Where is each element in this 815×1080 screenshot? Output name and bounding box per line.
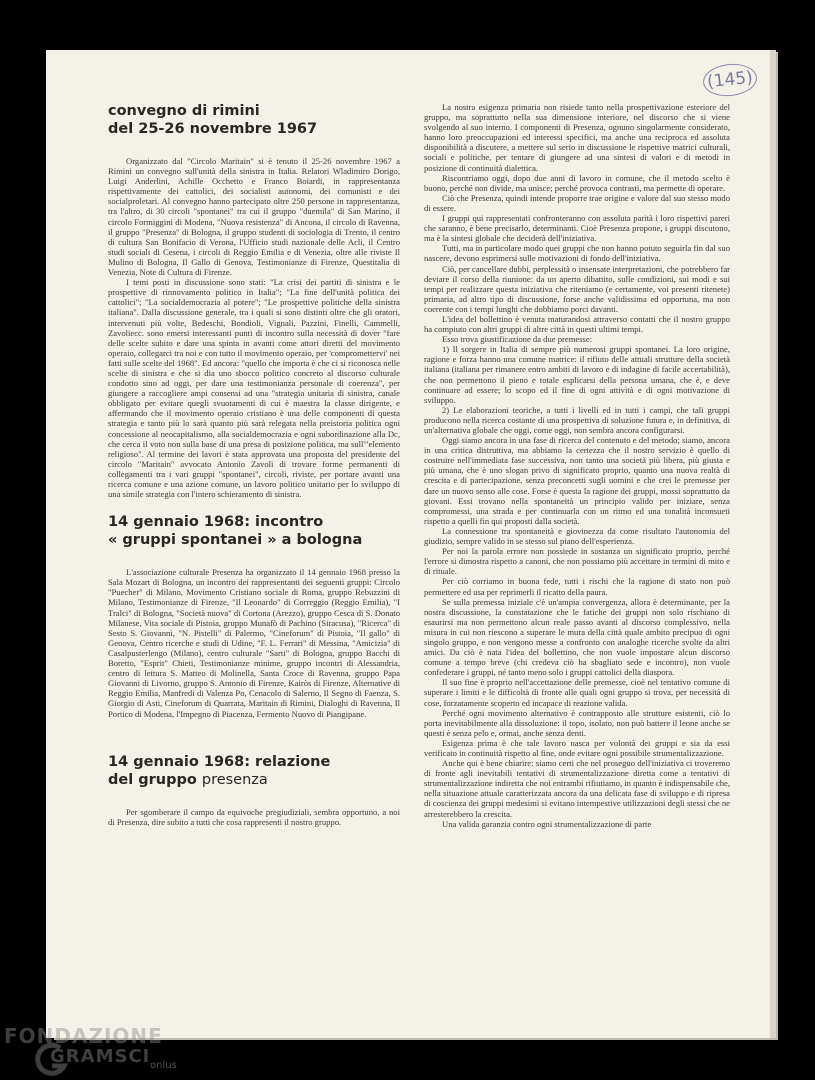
paragraph: 1) Il sorgere in Italia di sempre più numerosi gruppi spontanei. La loro origine, ragione e forza hanno una comune matrice: il rifiuto delle attuali strutture della società italiana (italiana per rimanere entro ambiti di lavoro e di indagine di facile accertabilità), che non permettono il pieno e totale esplicarsi della persona umana, che è, e deve continuare ad essere; lo scopo ed il fine di ogni attività e di ogni motivazione di sviluppo. bbox=[424, 344, 730, 405]
paragraph: L'associazione culturale Presenza ha organizzato il 14 gennaio 1968 presso la Sala Mozart di Bologna, un incontro dei rappresentanti dei seguenti gruppi: Circolo "Puecher" di Milano, Movimento Cristiano sociale di Roma, gruppo Rebuzzini di Milano, Testimonianze di Firenze, "Il Leonardo" di Correggio (Reggio Emilia), "I Tralci" di Bologna, "Società nuova" di Cortona (Arezzo), gruppo Cesca di S. Donato Milanese, Vita sociale di Pistoia, gruppo Munafò di Pachino (Siracusa), "Ricerca" di Sesto S. Giovanni, "N. Pistelli" di Palermo, "Cineforum" di Pistoia, "Il gallo" di Genova, Centro ricerche e studi di Udine, "F. L. Ferrari" di Messina, "Amicizia" di Casalpusterlengo (Milano), centro culturale "Sarti" di Bologna, gruppo Bacchi di Boretto, "Esprit" Chieti, Testimonianze minime, gruppo incontri di Alessandria, centro di lettura S. Matteo di Molinella, Santa Croce di Ravenna, gruppo Papa Giovanni di Livorno, gruppo S. Antonio di Firenze, Kairòs di Firenze, Alternative di Reggio Emilia, Manfredi di Valenza Po, Cenacolo di Salerno, Il Segno di Faenza, S. Giorgio di Asti, Cineforum di Quarrata, Maritain di Rimini, Dialoghi di Ravenna, Il Portico di Modena, l'Impegno di Piacenza, Fermento Nuovo di Piangipane. bbox=[108, 567, 400, 719]
paragraph: Il suo fine è proprio nell'accettazione delle premesse, cioè nel tentativo comune di superare i limiti e le difficoltà di fronte alle quali ogni gruppo si trova, per necessità di cose, forzatamente scoperto ed incapace di reazione valida. bbox=[424, 677, 730, 708]
paragraph: Anche qui è bene chiarire: siamo certi che nel proseguo dell'iniziativa ci troveremo di fronte agli inevitabili tentativi di strumentalizzazione diretta come a tentativi di strumentalizzazione indiretta che noi entrambi rifiutiamo, in quanto è indispensabile che, nella situazione attuale caratterizzata ancora da una delicata fase di sviluppo e di ripresa di coscienza dei gruppi medesimi si evitano intempestive utilizzazioni degli stessi che ne arresterebbero la crescita. bbox=[424, 758, 730, 819]
paragraph: Riscontriamo oggi, dopo due anni di lavoro in comune, che il metodo scelto è buono, perché non divide, ma unisce; perché provoca contrasti, ma permette di operare. bbox=[424, 172, 730, 193]
paragraph: Per noi la parola errore non possiede in sostanza un significato proprio, perché l'errore si dimostra rispetto a canoni, che non possiamo più accettare in termini di mito e di rituale. bbox=[424, 546, 730, 577]
paragraph: Perché ogni movimento alternativo è contrapposto alle strutture esistenti, ciò lo porta inevitabilmente alla dissoluzione: il topo, isolato, non può battere il leone anche se questi è senza pelo e, ormai, anche senza denti. bbox=[424, 707, 730, 738]
paragraph: Organizzato dal "Circolo Maritain" si è tenuto il 25-26 novembre 1967 a Rimini un convegno sull'unità della sinistra in Italia. Relatori Wladimiro Dorigo, Luigi Anderlini, Achille Occhetto e Franco Boiardi, in rappresentanza rispettivamente dei cattolici, dei socialisti autonomi, dei comunisti e dei socialproletari. Al convegno hanno partecipato oltre 250 persone in rappresentanza, tra l'altro, di 30 circoli "spontanei" tra cui il gruppo "duemila" di San Marino, il circolo Formiggini di Modena, "Nuova resistenza" di Ancona, il circolo di Ravenna, il gruppo "Presenza" di Bologna, il gruppo studenti di sociologia di Trento, il centro di cultura San Bonifacio di Verona, l'Ufficio studi nazionale delle Acli, il Centro studi sociali di Cesena, i circoli di Reggio Emilia e di Venezia, oltre alle riviste Il Mulino di Bologna, Il Gallo di Genova, Testimonianze di Firenze, Questitalia di Venezia, Note di Cultura di Firenze. bbox=[108, 156, 400, 278]
paragraph: Ciò, per cancellare dubbi, perplessità o insensate interpretazioni, che potrebbero far deviare il corso della riunione: da un aperto dibattito, sulle condizioni, sui modi e sui tempi per realizzare questa iniziativa che riteniamo (e certamente, voi presenti ritenete) primaria, ad altro tipo di discussione, forse anche validissima ed opportuna, ma non coerente con i tempi lunghi che dobbiamo porci davanti. bbox=[424, 263, 730, 314]
paragraph: Tutti, ma in particolare modo quei gruppi che non hanno potuto seguirla fin dal suo nascere, devono esprimersi sulle motivazioni di fondo dell'iniziativa. bbox=[424, 243, 730, 264]
right-column bbox=[424, 102, 730, 829]
paragraph: I temi posti in discussione sono stati: "La crisi dei partiti di sinistra e le prospettive di rinnovamento politico in Italia"; "La fine dell'unità politica dei cattolici"; "La socialdemocrazia al potere"; "Le prospettive politiche della sinistra italiana". Dalla discussione generale, tra i quali si sono distinti oltre che gli oratori, intervenuti più volte, Bedeschi, Bondioli, Vignali, Pazzini, Finelli, Cammelli, Zavoliecc. sono emersi interessanti punti di incontro sulla necessità di dover "fare delle scelte subito e dare una spinta in avanti come attori diretti del movimento operaio, collegarci tra noi e con tutto il movimento operaio, per 'compromettervi' nei fatti sulle scelte del 1968". Ed ancora: "quello che importa è che ci si riconosca nelle scelte di sinistra e che si dia uno sbocco politico concreto al discorso culturale condotto sino ad oggi, per dare una testimonianza personale di coerenza", per giungere a raccogliere ampi consensi ad una "strategia unitaria di sinistra, canale obbligato per evitare quegli svuotamenti di cui è maestra la classe dirigente, e affermando che il movimento operaio cristiano è una delle componenti di questa strategia e tanto più lo sarà quanto più sarà relegata nella preistoria politica ogni concessione al neocapitalismo, alla socialdemocrazia e ogni subordinazione alla Dc, che cerca il voto non sulla base di una presa di posizione politica, ma sull'"elemento religioso". Al termine dei lavori è stata approvata una proposta del presidente del circolo "Maritain" avvocato Antonio Zavoli di trovare forme permanenti di collegamenti tra i vari gruppi "spontanei", circoli, riviste, per portare avanti una ricerca comune e una azione comune, un lavoro politico unitario per lo sviluppo di una simile strategia con l'intero schieramento di sinistra. bbox=[108, 277, 400, 500]
handwritten-page-number: (145) bbox=[701, 61, 758, 98]
paragraph: Oggi siamo ancora in una fase di ricerca del contenuto e del metodo; siamo, ancora in una critica distruttiva, ma abbiamo la certezza che il nostro servizio è quello di costruire nell'immediata fase successiva, non tanto una società più libera, più giusta e più umana, che è uno slogan privo di significato proprio, quanto una nuova realtà di crescita e di partecipazione, senza preconcetti sugli uomini e che crei le premesse per dare un nuovo senso alle cose. Forse è questa la ragione dei gruppi, mossi soprattutto da giovani. Essi trovano nella spontaneità un principio valido per iniziare, senza compromessi, una strada e per continuarla con un ritmo ed una tonalità inconsueti rispetto a quelli fin qui proposti dalla società. bbox=[424, 435, 730, 526]
paragraph: L'idea del bollettino è venuta maturandosi attraverso contatti che il nostro gruppo ha compiuto con altri gruppi di altre città in questi ultimi tempi. bbox=[424, 313, 730, 335]
watermark-onlus: onlus bbox=[150, 1060, 177, 1071]
paragraph: Se sulla premessa iniziale c'è un'ampia convergenza, allora è determinante, per la nostra discussione, la constatazione che le fatiche dei gruppi non solo rischiano di esaurirsi ma non permettono alcun reale passo avanti al discorso complessivo, nella misura in cui non riescono a superare le mura della città quale ambito precipuo di ogni singolo gruppo, e non vengono messe a confronto con analoghe ricerche svolte da altri amici. Da ciò è nata l'idea del bollettino, che non vuole impostare alcun discorso comune a tempo breve (chi credeva ciò ha sbagliato sede e incontro), non vuole confederare i gruppi, né tanto meno solo i gruppi cattolici della diaspora. bbox=[424, 596, 730, 678]
paragraph: Per sgomberare il campo da equivoche pregiudiziali, sembra opportuno, a noi di Presenza, dire subito a tutti che cosa rappresenti il nostro gruppo. bbox=[108, 806, 400, 827]
paragraph: 2) Le elaborazioni teoriche, a tutti i livelli ed in tutti i campi, che tali gruppi producono nella ricerca costante di una prospettiva di soluzione futura e, in definitiva, di un'alternativa globale che oggi, come oggi, non sembra ancora configurarsi. bbox=[424, 404, 730, 435]
paragraph: Esso trova giustificazione da due premesse: bbox=[442, 334, 593, 345]
watermark-fondazione: FONDAZIONE bbox=[4, 1024, 163, 1048]
document-page bbox=[46, 50, 770, 1038]
paragraph: Ciò che Presenza, quindi intende proporre trae origine e valore dal suo stesso modo di essere. bbox=[424, 192, 730, 213]
heading-convegno-rimini: convegno di rimini del 25-26 novembre 1967 bbox=[108, 103, 318, 137]
paragraph: Esigenza prima è che tale lavoro nasca per volontà dei gruppi e sia da essi verificato in continuità rispetto al fine, onde evitare ogni possibile strumentalizzazione. bbox=[424, 737, 730, 758]
left-column bbox=[108, 102, 400, 827]
paragraph: Per ciò corriamo in buona fede, tutti i rischi che la ragione di stato non può permettere ed usa per reprimerli il ricatto della paura. bbox=[424, 576, 730, 597]
paragraph: I gruppi qui rappresentati confronteranno con assoluta parità i loro rispettivi pareri che saranno, è bene precisarlo, determinanti. Cioè Presenza propone, i gruppi discutono, ma è la sintesi globale che deciderà dell'iniziativa. bbox=[424, 213, 730, 244]
watermark-gramsci: GRAMSCI bbox=[50, 1046, 151, 1067]
paragraph: La nostra esigenza primaria non risiede tanto nella prospettivazione esteriore del gruppo, ma soprattutto nella sua dimensione interiore, nel discorso che si viene svolgendo al suo interno. I componenti di Presenza, ognuno singolarmente considerato, hanno loro preoccupazioni ed interessi specifici, ma anche una reciproca ed assoluta disponibilità a discutere, a mettere sul serio in discussione le rispettive matrici culturali, sociali e politiche, per tentare di giungere ad una sintesi di valori e di metodi in posizione di continuità dialettica. bbox=[424, 102, 730, 173]
heading-incontro-gruppi: 14 gennaio 1968: incontro « gruppi spontanei » a bologna bbox=[108, 514, 363, 549]
heading-relazione-presenza: 14 gennaio 1968: relazione del gruppo presenza bbox=[108, 753, 331, 788]
paragraph: Una valida garanzia contro ogni strumentalizzazione di parte bbox=[442, 818, 652, 829]
paragraph: La connessione tra spontaneità e giovinezza da come risultato l'autonomia del giudizio, sempre valido in se stesso sul piano dell'esperienza. bbox=[424, 525, 730, 547]
